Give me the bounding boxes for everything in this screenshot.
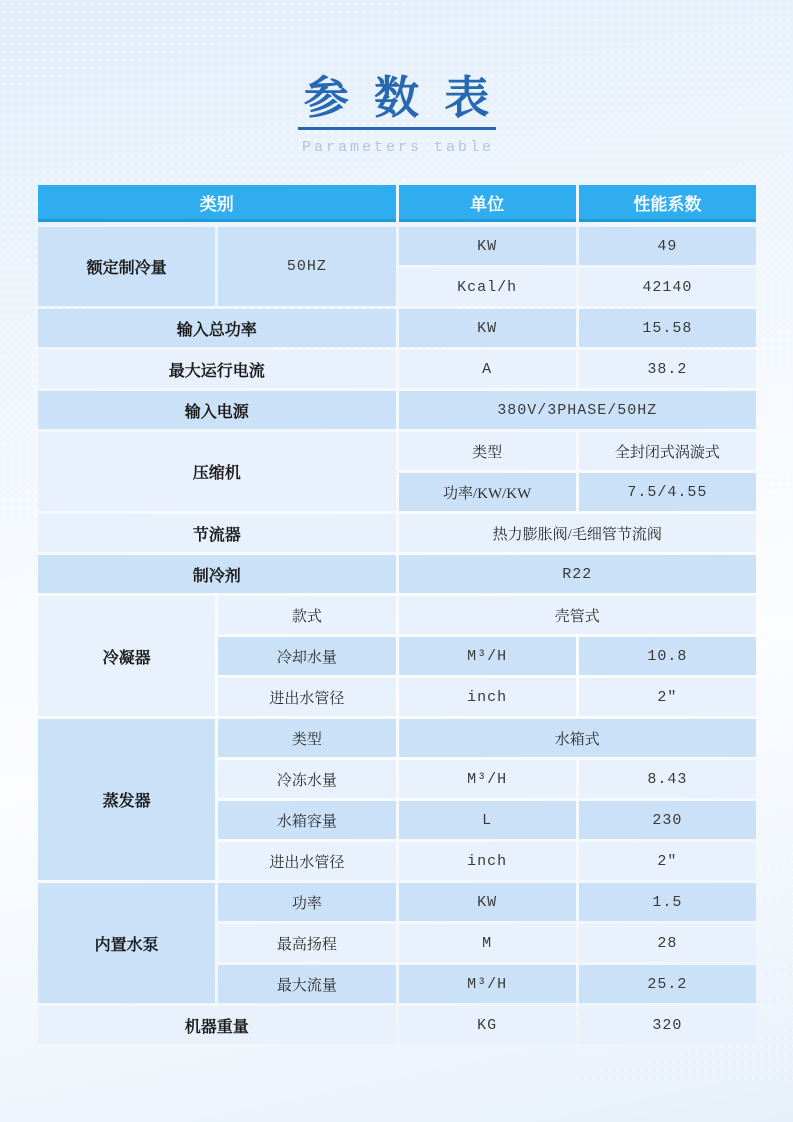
pump-power-value: 1.5 <box>579 883 756 921</box>
rated-cooling-label: 额定制冷量 <box>38 227 215 306</box>
pump-flow-unit: M³/H <box>399 965 576 1003</box>
condenser-coolingwater-value: 10.8 <box>579 637 756 675</box>
header-category: 类别 <box>38 185 396 222</box>
rated-cooling-kcal-unit: Kcal/h <box>399 268 576 306</box>
evaporator-type-value: 水箱式 <box>399 719 757 757</box>
compressor-label: 压缩机 <box>38 432 396 511</box>
rated-cooling-kcal-value: 42140 <box>579 268 756 306</box>
pump-head-name: 最高扬程 <box>218 924 395 962</box>
pump-power-name: 功率 <box>218 883 395 921</box>
page-title: 参 数 表 <box>303 73 497 123</box>
total-input-power-unit: KW <box>399 309 576 347</box>
condenser-pipe-unit: inch <box>399 678 576 716</box>
pump-label: 内置水泵 <box>38 883 215 1003</box>
evaporator-pipe-name: 进出水管径 <box>218 842 395 880</box>
condenser-style-value: 壳管式 <box>399 596 757 634</box>
pump-flow-name: 最大流量 <box>218 965 395 1003</box>
power-supply-value: 380V/3PHASE/50HZ <box>399 391 757 429</box>
page-subtitle: Parameters table <box>301 138 495 156</box>
machine-weight-unit: KG <box>399 1006 576 1044</box>
compressor-power-name: 功率/KW/KW <box>399 473 576 511</box>
rated-cooling-kw-unit: KW <box>399 227 576 265</box>
header-coefficient: 性能系数 <box>579 185 756 222</box>
pump-head-unit: M <box>399 924 576 962</box>
evaporator-tank-value: 230 <box>579 801 756 839</box>
condenser-style-name: 款式 <box>218 596 395 634</box>
compressor-type-value: 全封闭式涡漩式 <box>579 432 756 470</box>
evaporator-pipe-unit: inch <box>399 842 576 880</box>
evaporator-chilledwater-unit: M³/H <box>399 760 576 798</box>
total-input-power-value: 15.58 <box>579 309 756 347</box>
compressor-power-value: 7.5/4.55 <box>579 473 756 511</box>
pump-power-unit: KW <box>399 883 576 921</box>
max-running-current-unit: A <box>399 350 576 388</box>
parameters-table <box>38 185 756 1044</box>
evaporator-pipe-value: 2″ <box>579 842 756 880</box>
max-running-current-value: 38.2 <box>579 350 756 388</box>
evaporator-label: 蒸发器 <box>38 719 215 880</box>
pump-head-value: 28 <box>579 924 756 962</box>
title-underline <box>298 127 496 130</box>
refrigerant-label: 制冷剂 <box>38 555 396 593</box>
condenser-coolingwater-name: 冷却水量 <box>218 637 395 675</box>
condenser-pipe-value: 2″ <box>579 678 756 716</box>
evaporator-chilledwater-name: 冷冻水量 <box>218 760 395 798</box>
title-block <box>0 74 793 156</box>
throttle-value: 热力膨胀阀/毛细管节流阀 <box>399 514 757 552</box>
evaporator-tank-name: 水箱容量 <box>218 801 395 839</box>
power-supply-label: 输入电源 <box>38 391 396 429</box>
evaporator-tank-unit: L <box>399 801 576 839</box>
header-unit: 单位 <box>399 185 576 222</box>
machine-weight-value: 320 <box>579 1006 756 1044</box>
refrigerant-value: R22 <box>399 555 757 593</box>
table-body <box>38 227 756 1044</box>
evaporator-type-name: 类型 <box>218 719 395 757</box>
rated-cooling-kw-value: 49 <box>579 227 756 265</box>
total-input-power-label: 输入总功率 <box>38 309 396 347</box>
evaporator-chilledwater-value: 8.43 <box>579 760 756 798</box>
compressor-type-name: 类型 <box>399 432 576 470</box>
machine-weight-label: 机器重量 <box>38 1006 396 1044</box>
condenser-coolingwater-unit: M³/H <box>399 637 576 675</box>
max-running-current-label: 最大运行电流 <box>38 350 396 388</box>
pump-flow-value: 25.2 <box>579 965 756 1003</box>
condenser-pipe-name: 进出水管径 <box>218 678 395 716</box>
rated-cooling-frequency: 50HZ <box>218 227 395 306</box>
throttle-label: 节流器 <box>38 514 396 552</box>
condenser-label: 冷凝器 <box>38 596 215 716</box>
table-header-row <box>38 185 756 222</box>
